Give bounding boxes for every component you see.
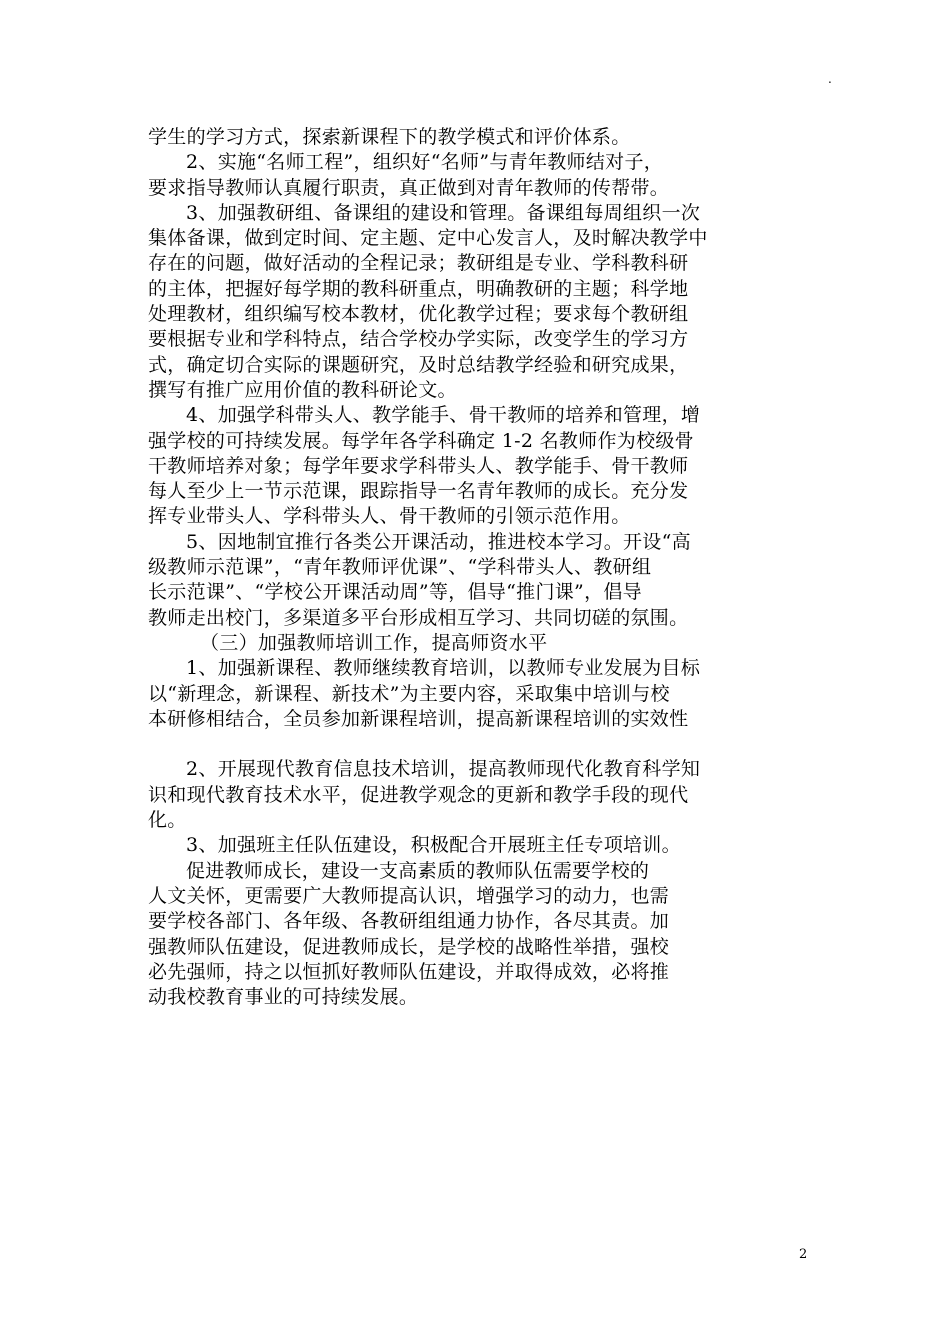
text-line: 识和现代教育技术水平，促进教学观念的更新和教学手段的现代 [148,783,689,806]
paragraph [148,530,810,631]
paragraph [148,403,810,529]
text-line: 2、实施“名师工程”，组织好“名师”与青年教师结对子， [186,151,664,174]
text-line: 3、加强班主任队伍建设，积极配合开展班主任专项培训。 [186,834,681,857]
text-line: 3、加强教研组、备课组的建设和管理。备课组每周组织一次 [186,201,701,224]
text-line: 5、因地制宜推行各类公开课活动，推进校本学习。开设“高 [186,530,691,553]
text-line: 强学校的可持续发展。每学年各学科确定 1-2 名教师作为校级骨 [148,429,694,452]
paragraph-gap [148,732,810,757]
text-line: 的主体，把握好每学期的教科研重点，明确教研的主题；科学地 [148,277,689,300]
text-line: 要根据专业和学科特点，结合学校办学实际，改变学生的学习方 [148,328,689,351]
text-line: 1、加强新课程、教师继续教育培训，以教师专业发展为目标 [186,657,701,680]
text-line: 每人至少上一节示范课，跟踪指导一名青年教师的成长。充分发 [148,480,689,503]
text-line: 促进教师成长，建设一支高素质的教师队伍需要学校的 [186,859,650,882]
text-line: 挥专业带头人、学科带头人、骨干教师的引领示范作用。 [148,505,631,528]
text-line: 强教师队伍建设，促进教师成长，是学校的战略性举措，强校 [148,935,670,958]
section-heading [148,631,810,656]
header-mark: . [828,72,832,86]
document-body [148,125,810,1010]
text-line: 级教师示范课”，“青年教师评优课”、“学科带头人、教研组 [148,556,652,579]
text-line: 处理教材，组织编写校本教材，优化教学过程；要求每个教研组 [148,303,689,326]
paragraph [148,833,810,858]
paragraph [148,859,810,1011]
text-line: 人文关怀，更需要广大教师提高认识，增强学习的动力，也需 [148,884,670,907]
text-line: 化。 [148,809,187,832]
text-line: 要学校各部门、各年级、各教研组组通力协作，各尽其责。加 [148,910,670,933]
text-line: 以“新理念，新课程、新技术”为主要内容，采取集中培训与校 [148,682,670,705]
paragraph [148,125,810,150]
paragraph [148,201,810,403]
text-line: 要求指导教师认真履行职责，真正做到对青年教师的传帮带。 [148,176,670,199]
text-line: 存在的问题，做好活动的全程记录；教研组是专业、学科教科研 [148,252,689,275]
paragraph [148,757,810,833]
page-number: 2 [799,1247,808,1262]
text-line: 集体备课，做到定时间、定主题、定中心发言人，及时解决教学中 [148,227,708,250]
text-line: 动我校教育事业的可持续发展。 [148,986,419,1009]
text-line: 2、开展现代教育信息技术培训，提高教师现代化教育科学知 [186,758,701,781]
text-line: 式，确定切合实际的课题研究，及时总结教学经验和研究成果， [148,353,689,376]
text-line: 本研修相结合，全员参加新课程培训，提高新课程培训的实效性 [148,707,689,730]
text-line: 长示范课”、“学校公开课活动周”等，倡导“推门课”，倡导 [148,581,642,604]
text-line: 干教师培养对象；每学年要求学科带头人、教学能手、骨干教师 [148,454,689,477]
text-line: 教师走出校门，多渠道多平台形成相互学习、共同切磋的氛围。 [148,606,689,629]
text-line: （三）加强教师培训工作，提高师资水平 [200,631,548,654]
paragraph [148,150,810,201]
text-line: 学生的学习方式，探索新课程下的教学模式和评价体系。 [148,126,631,148]
text-line: 4、加强学科带头人、教学能手、骨干教师的培养和管理，增 [186,404,701,427]
text-line: 必先强师，持之以恒抓好教师队伍建设，并取得成效，必将推 [148,960,670,983]
paragraph [148,656,810,732]
text-line: 撰写有推广应用价值的教科研论文。 [148,378,457,401]
